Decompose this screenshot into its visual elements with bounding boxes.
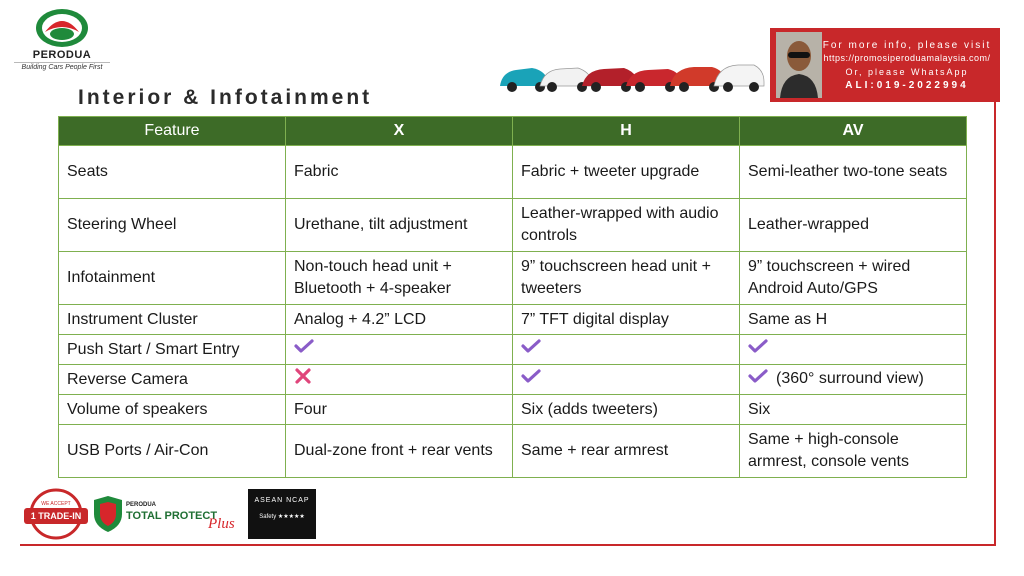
x-cell: Non-touch head unit + Bluetooth + 4-speaker (286, 252, 513, 305)
h-cell: Six (adds tweeters) (513, 395, 740, 425)
protect-plus: Plus (208, 516, 235, 532)
contact-line-3: Or, please WhatsApp (845, 67, 969, 77)
table-row (59, 252, 967, 305)
tradein-line-2: 1 TRADE-IN (30, 511, 82, 521)
av-cell: Same as H (740, 305, 967, 335)
perodua-emblem-icon (35, 8, 89, 48)
feature-cell: Infotainment (59, 252, 286, 305)
spec-table (58, 116, 967, 478)
av-cell (740, 335, 967, 365)
x-cell (286, 365, 513, 395)
x-cell: Dual-zone front + rear vents (286, 425, 513, 478)
x-cell (286, 335, 513, 365)
table-row (59, 199, 967, 252)
h-cell: 9” touchscreen head unit + tweeters (513, 252, 740, 305)
h-cell: 7” TFT digital display (513, 305, 740, 335)
check-icon (521, 338, 541, 360)
feature-cell: Volume of speakers (59, 395, 286, 425)
av-cell: Six (740, 395, 967, 425)
contact-website[interactable]: https://promosiperoduamalaysia.com/ (823, 53, 991, 63)
perodua-logo (14, 8, 110, 71)
check-icon (521, 368, 541, 390)
brand-name: PERODUA (32, 49, 92, 61)
table-row (59, 305, 967, 335)
table-header-row (59, 117, 967, 146)
total-protect-plus-badge (90, 494, 246, 536)
column-header-av: AV (740, 117, 967, 146)
frame-line-horizontal (20, 544, 996, 546)
asean-rating: Safety ★★★★★ (259, 514, 305, 520)
x-cell: Four (286, 395, 513, 425)
check-icon (748, 338, 768, 360)
h-cell (513, 365, 740, 395)
column-header-feature: Feature (59, 117, 286, 146)
frame-line-vertical (994, 102, 996, 545)
feature-cell: Steering Wheel (59, 199, 286, 252)
protect-title: TOTAL PROTECT (126, 510, 218, 522)
feature-cell: Push Start / Smart Entry (59, 335, 286, 365)
feature-cell: Seats (59, 146, 286, 199)
h-cell: Same + rear armrest (513, 425, 740, 478)
page-title: Interior & Infotainment (78, 86, 373, 109)
table-row (59, 395, 967, 425)
contact-line-1: For more info, please visit (822, 40, 992, 51)
check-icon (748, 368, 768, 390)
av-cell: Leather-wrapped (740, 199, 967, 252)
protect-brand: PERODUA (126, 502, 157, 508)
tradein-line-1: WE ACCEPT (41, 501, 71, 507)
av-cell: Semi-leather two-tone seats (740, 146, 967, 199)
x-cell: Fabric (286, 146, 513, 199)
brand-tagline: Building Cars People First (14, 62, 110, 71)
cross-icon (294, 367, 312, 392)
contact-whatsapp[interactable]: ALI:019-2022994 (845, 80, 969, 91)
x-cell: Analog + 4.2” LCD (286, 305, 513, 335)
car-lineup-image (498, 58, 766, 94)
h-cell (513, 335, 740, 365)
av-cell (740, 365, 967, 395)
table-row (59, 335, 967, 365)
trade-in-badge (24, 488, 88, 540)
av-cell: 9” touchscreen + wired Android Auto/GPS (740, 252, 967, 305)
feature-cell: USB Ports / Air-Con (59, 425, 286, 478)
av-cell: Same + high-console armrest, console vents (740, 425, 967, 478)
column-header-h: H (513, 117, 740, 146)
h-cell: Fabric + tweeter upgrade (513, 146, 740, 199)
h-cell: Leather-wrapped with audio controls (513, 199, 740, 252)
agent-photo (776, 32, 822, 98)
table-row (59, 425, 967, 478)
table-row (59, 146, 967, 199)
x-cell: Urethane, tilt adjustment (286, 199, 513, 252)
feature-cell: Instrument Cluster (59, 305, 286, 335)
check-icon (294, 338, 314, 360)
table-row (59, 365, 967, 395)
surround-view-note: (360° surround view) (776, 370, 924, 388)
asean-title: ASEAN NCAP (254, 497, 310, 504)
column-header-x: X (286, 117, 513, 146)
asean-ncap-badge (248, 489, 316, 539)
feature-cell: Reverse Camera (59, 365, 286, 395)
contact-banner (770, 28, 1000, 102)
